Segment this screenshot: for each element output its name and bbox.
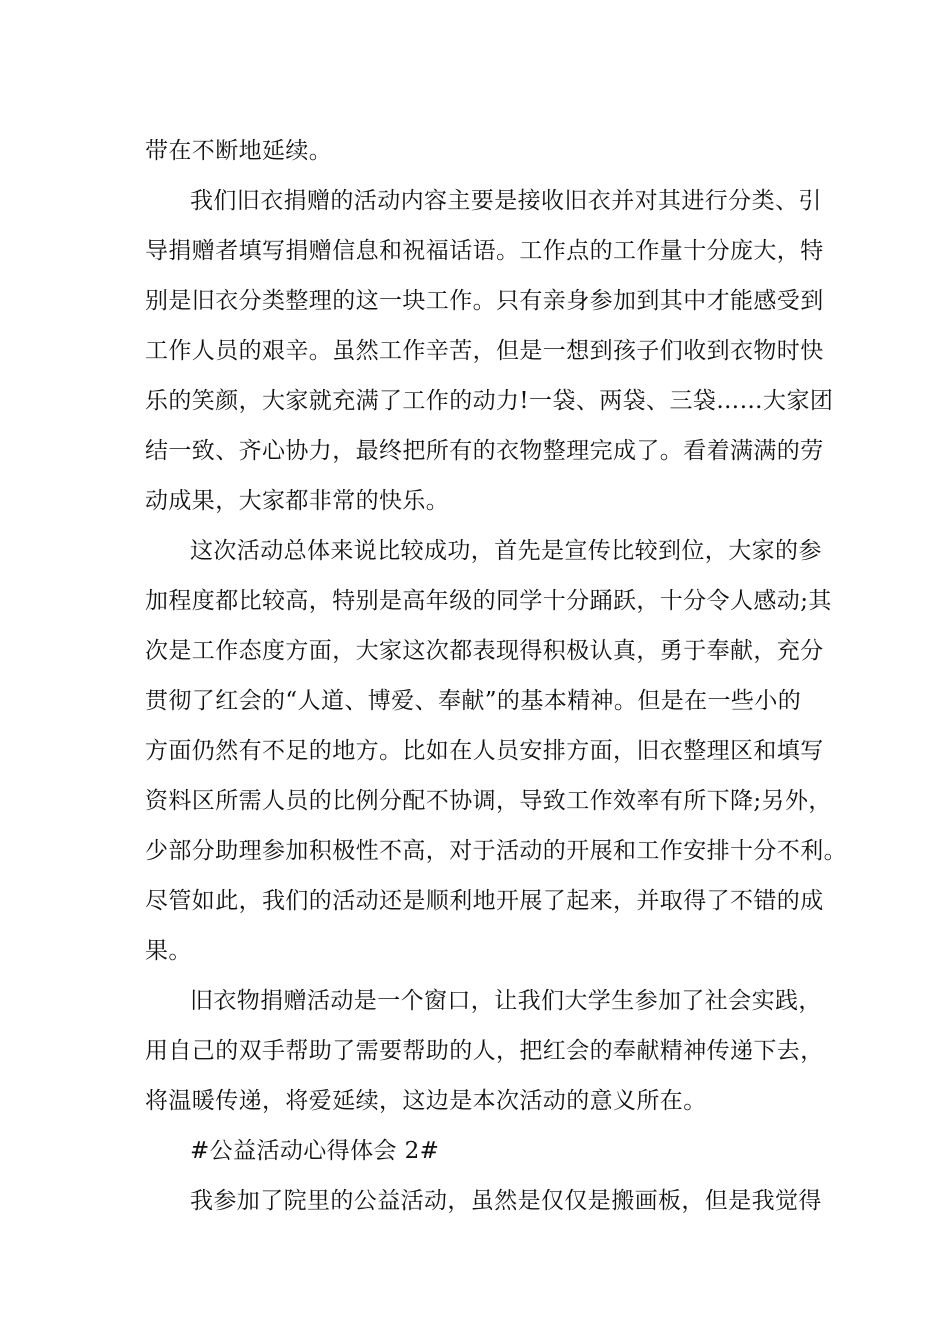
paragraph-first-line: 这次活动总体来说比较成功，首先是宣传比较到位，大家的参 — [190, 538, 822, 564]
text-line: 带在不断地延续。 — [145, 138, 333, 164]
text-line: 动成果，大家都非常的快乐。 — [145, 488, 450, 514]
text-line: 别是旧衣分类整理的这一块工作。只有亲身参加到其中才能感受到 — [145, 288, 824, 314]
text-line: 果。 — [145, 938, 192, 964]
text-line: 尽管如此，我们的活动还是顺利地开展了起来，并取得了不错的成 — [145, 888, 824, 914]
text-line: 乐的笑颜，大家就充满了工作的动力!一袋、两袋、三袋……大家团 — [145, 388, 834, 414]
text-line: 将温暖传递，将爱延续，这边是本次活动的意义所在。 — [145, 1088, 707, 1114]
text-line: 资料区所需人员的比例分配不协调，导致工作效率有所下降;另外， — [145, 788, 832, 814]
section-heading: #公益活动心得体会 2# — [190, 1138, 440, 1164]
paragraph-first-line: 我们旧衣捐赠的活动内容主要是接收旧衣并对其进行分类、引 — [190, 188, 822, 214]
text-line: 导捐赠者填写捐赠信息和祝福话语。工作点的工作量十分庞大，特 — [145, 238, 824, 264]
paragraph-first-line: 旧衣物捐赠活动是一个窗口，让我们大学生参加了社会实践， — [190, 988, 822, 1014]
text-line: 结一致、齐心协力，最终把所有的衣物整理完成了。看着满满的劳 — [145, 438, 824, 464]
text-line: 少部分助理参加积极性不高，对于活动的开展和工作安排十分不利。 — [145, 838, 847, 864]
text-line: 贯彻了红会的“人道、博爱、奉献”的基本精神。但是在一些小的 — [145, 688, 802, 714]
paragraph-first-line: 我参加了院里的公益活动，虽然是仅仅是搬画板，但是我觉得 — [190, 1188, 822, 1214]
text-line: 方面仍然有不足的地方。比如在人员安排方面，旧衣整理区和填写 — [145, 738, 824, 764]
text-line: 加程度都比较高，特别是高年级的同学十分踊跃，十分令人感动;其 — [145, 588, 832, 614]
text-line: 次是工作态度方面，大家这次都表现得积极认真，勇于奉献，充分 — [145, 638, 824, 664]
text-line: 用自己的双手帮助了需要帮助的人，把红会的奉献精神传递下去， — [145, 1038, 824, 1064]
text-line: 工作人员的艰辛。虽然工作辛苦，但是一想到孩子们收到衣物时快 — [145, 338, 824, 364]
